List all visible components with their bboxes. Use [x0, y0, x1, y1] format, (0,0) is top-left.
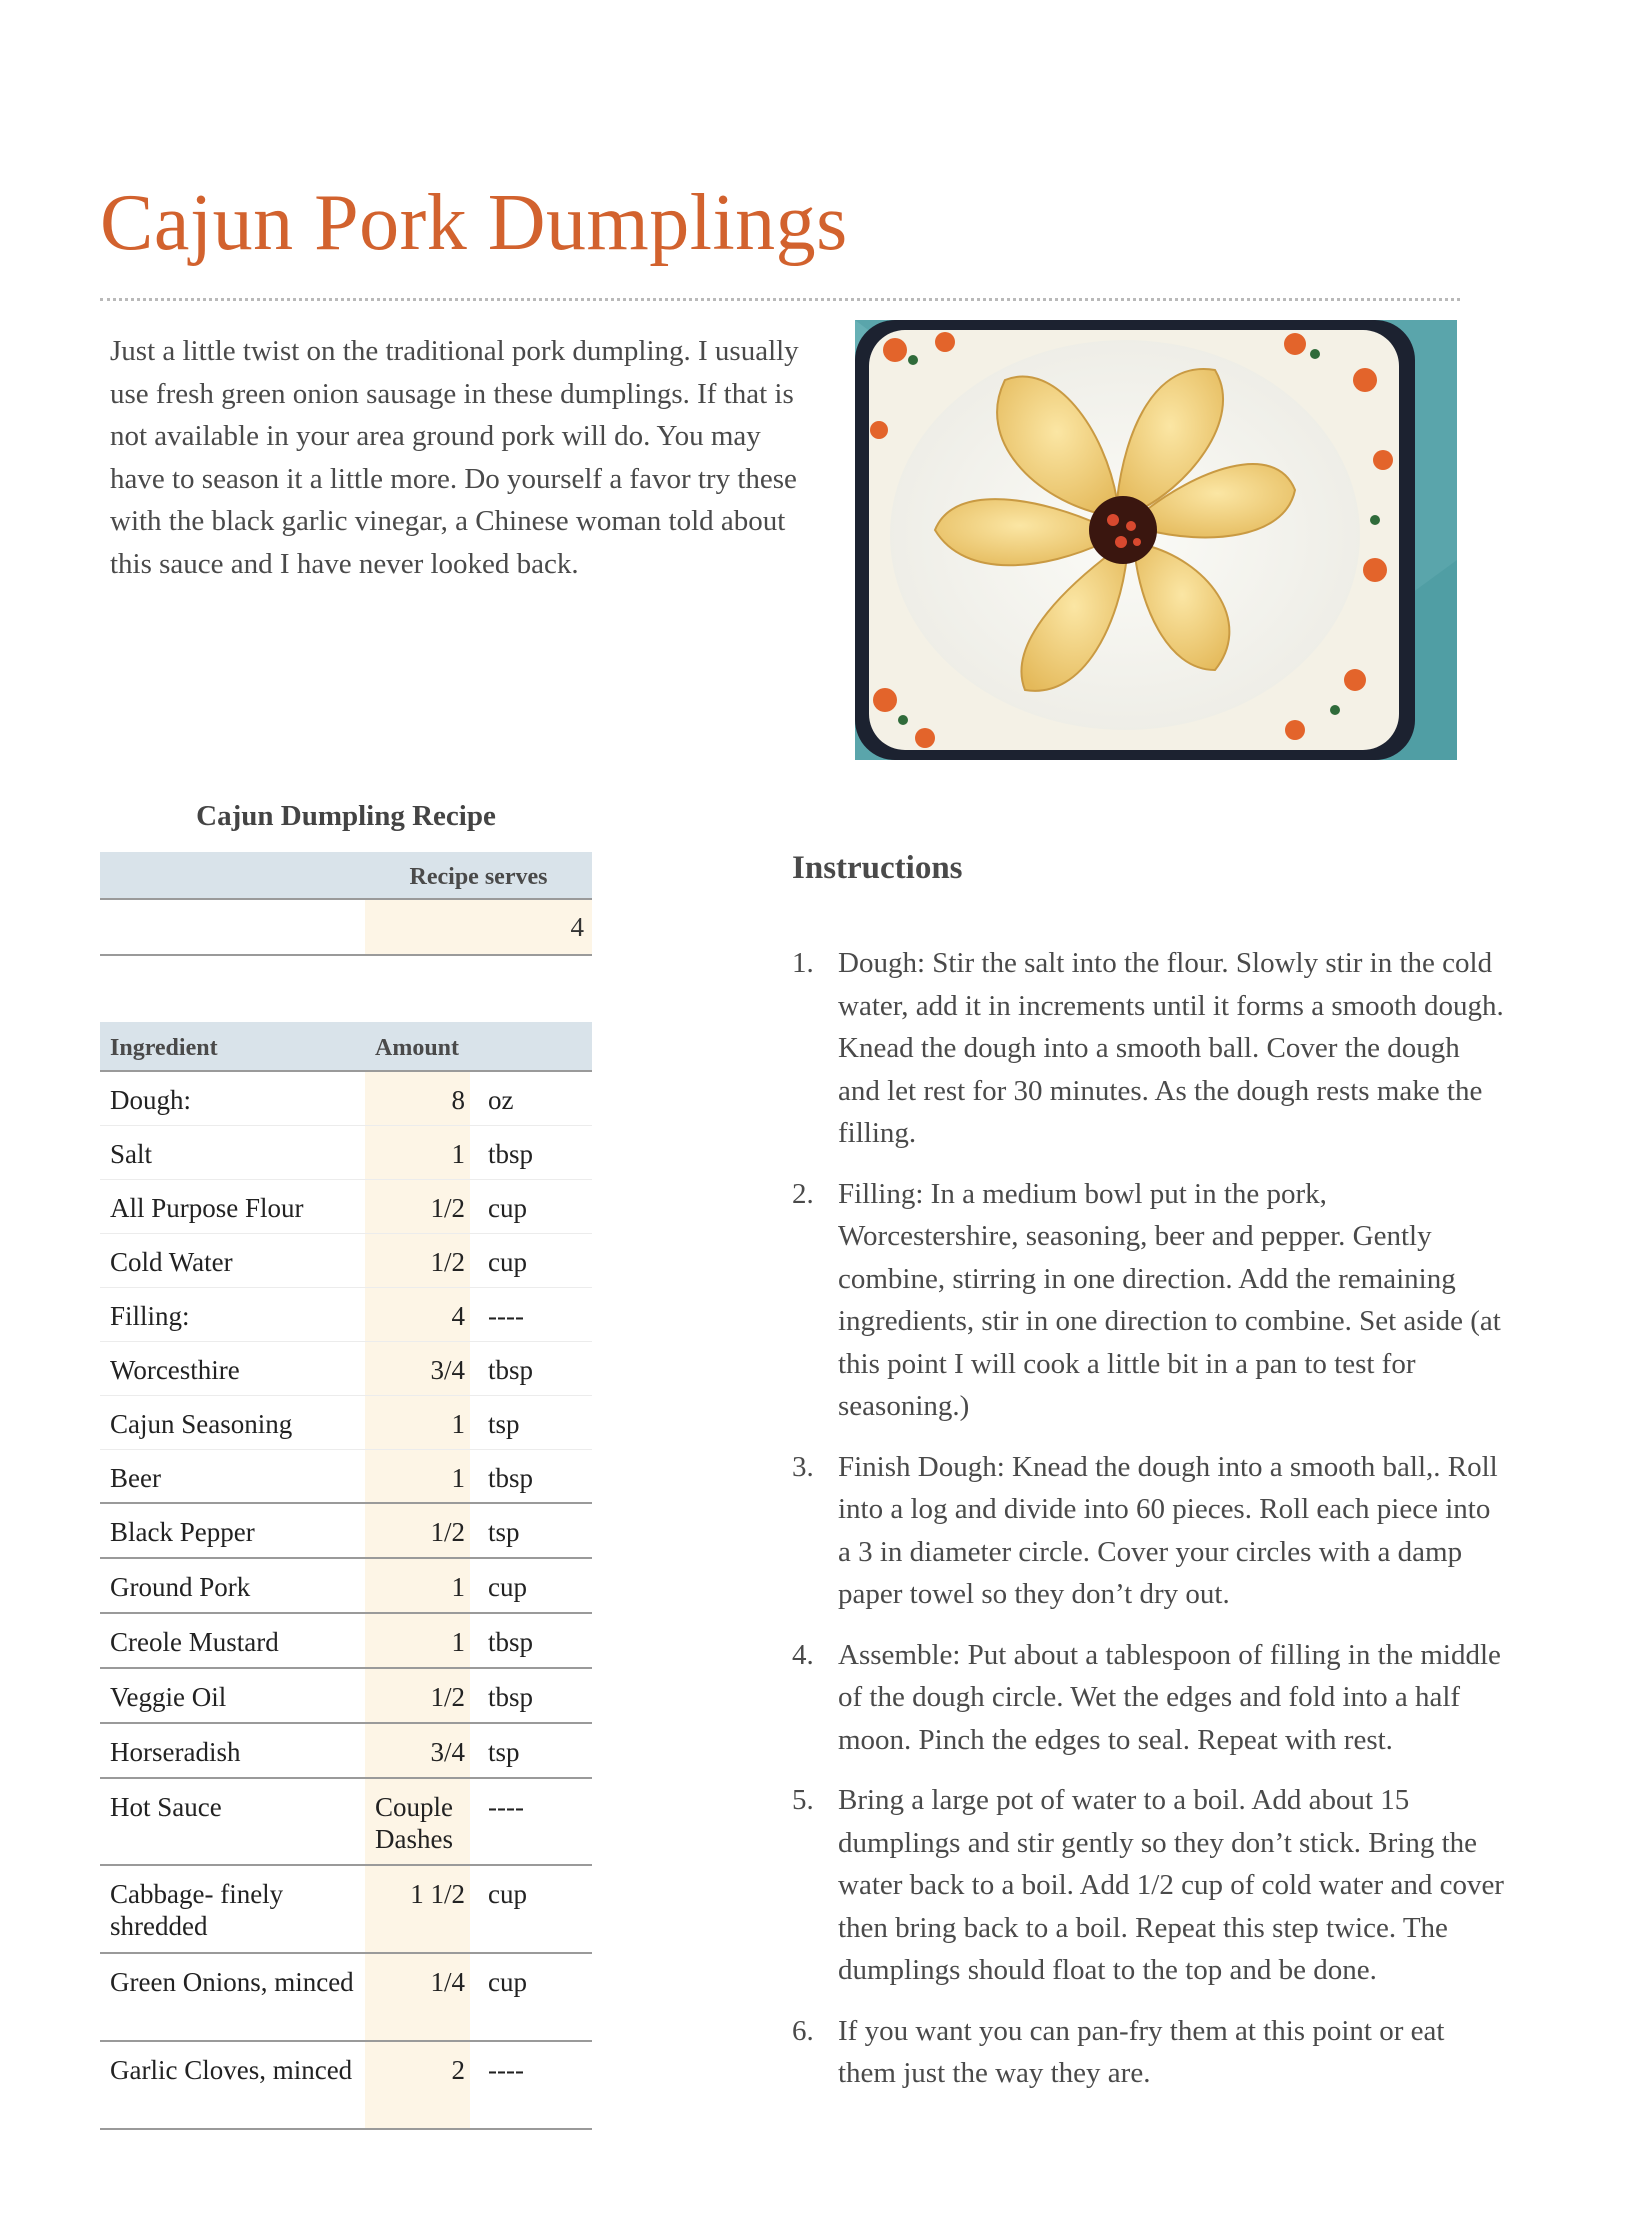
ingredient-name: Beer	[110, 1463, 161, 1493]
ingredient-amount: 1	[451, 1463, 465, 1493]
serves-value-cell	[365, 900, 592, 954]
ingredient-row	[100, 1954, 592, 2042]
instruction-step	[792, 1173, 1504, 1428]
intro-paragraph: Just a little twist on the traditional pork dumpling. I usually use fresh green onion sausage in these dumplings. If that is not available in your area ground pork will do. You may have to season it a little more. Do yourself a favor try these with the black garlic vinegar, a Chinese woman told about this sauce and I have never looked back.	[110, 335, 799, 580]
ingredient-row	[100, 1450, 592, 1504]
ingredient-unit: cup	[488, 1879, 527, 1909]
ingredient-name: All Purpose Flour	[110, 1193, 304, 1223]
ingredient-name: Cabbage- finely shredded	[110, 1879, 284, 1941]
ingredient-unit: tbsp	[488, 1682, 534, 1712]
ingredient-row	[100, 1504, 592, 1559]
step-text: Filling: In a medium bowl put in the pork, Worcestershire, seasoning, beer and pepper. Gently combine, stirring in one direction. Add the remaining ingredients, stir in one direction to combine. Set aside (at this point I will cook a little bit in a pan to test for seasoning.)	[838, 1177, 1501, 1422]
ingredients-header-row	[100, 1022, 592, 1072]
ingredient-amount: 2	[451, 2055, 465, 2085]
instruction-step	[792, 942, 1504, 1155]
ingredient-name: Creole Mustard	[110, 1627, 279, 1657]
ingredient-name: Worcesthire	[110, 1355, 240, 1385]
instruction-step	[792, 1446, 1504, 1616]
ingredient-row	[100, 1559, 592, 1614]
ingredient-row	[100, 1779, 592, 1866]
ingredient-row	[100, 1126, 592, 1180]
ingredient-amount: 3/4	[430, 1355, 465, 1385]
ingredient-row	[100, 1724, 592, 1779]
step-text: Assemble: Put about a tablespoon of filling in the middle of the dough circle. Wet the edges and fold into a half moon. Pinch the edges to seal. Repeat with rest.	[838, 1638, 1501, 1756]
ingredient-amount: 8	[451, 1085, 465, 1115]
ingredient-amount: 1/2	[430, 1247, 465, 1277]
instruction-step	[792, 2010, 1504, 2095]
ingredient-unit: cup	[488, 1193, 527, 1223]
ingredient-unit: tbsp	[488, 1627, 534, 1657]
ingredient-unit: cup	[488, 1247, 527, 1277]
step-text: Bring a large pot of water to a boil. Add about 15 dumplings and stir gently so they don’t stick. Bring the water back to a boil. Add 1/2 cup of cold water and cover then bring back to a boil. Repeat this step twice. The dumplings should float to the top and be done.	[838, 1784, 1504, 1986]
ingredients-table	[100, 1022, 592, 2130]
ingredient-amount: 1/2	[430, 1517, 465, 1547]
ingredient-amount: Couple Dashes	[375, 1792, 453, 1854]
ingredient-name: Cold Water	[110, 1247, 233, 1277]
ingredient-name: Dough:	[110, 1085, 191, 1115]
ingredient-row	[100, 1396, 592, 1450]
step-number: 4.	[792, 1638, 814, 1671]
step-number: 3.	[792, 1450, 814, 1483]
ingredient-unit: tbsp	[488, 1355, 534, 1385]
ingredient-name: Garlic Cloves, minced	[110, 2055, 353, 2085]
ingredient-amount: 1	[451, 1627, 465, 1657]
ingredient-row	[100, 1342, 592, 1396]
ingredient-unit: tsp	[488, 1737, 520, 1767]
ingredient-amount: 1/4	[430, 1967, 465, 1997]
dumplings-photo	[855, 320, 1457, 760]
ingredient-unit: cup	[488, 1967, 527, 1997]
step-text: Finish Dough: Knead the dough into a smooth ball,. Roll into a log and divide into 60 pieces. Roll each piece into a 3 in diameter circle. Cover your circles with a damp paper towel so they don’t dry out.	[838, 1450, 1498, 1610]
ingredient-unit: tbsp	[488, 1139, 534, 1169]
ingredient-unit: ----	[488, 1301, 524, 1331]
ingredient-unit: ----	[488, 1792, 524, 1822]
ingredient-unit: cup	[488, 1572, 527, 1602]
instruction-step	[792, 1779, 1504, 1992]
ingredient-name: Horseradish	[110, 1737, 241, 1767]
ingredient-unit: tsp	[488, 1517, 520, 1547]
ingredient-row	[100, 1288, 592, 1342]
serves-header-label: Recipe serves	[409, 864, 548, 890]
ingredient-name: Veggie Oil	[110, 1682, 227, 1712]
page-title: Cajun Pork Dumplings	[100, 179, 848, 267]
instructions-title: Instructions	[792, 850, 963, 886]
step-text: If you want you can pan-fry them at this point or eat them just the way they are.	[838, 2014, 1445, 2089]
amount-column-header: Amount	[375, 1035, 460, 1061]
ingredient-unit: ----	[488, 2055, 524, 2085]
ingredient-name: Salt	[110, 1139, 153, 1169]
ingredient-row	[100, 1669, 592, 1724]
serves-value-row	[100, 900, 592, 956]
ingredient-row	[100, 1180, 592, 1234]
ingredient-amount: 1/2	[430, 1193, 465, 1223]
ingredient-name: Filling:	[110, 1301, 190, 1331]
ingredient-unit: tsp	[488, 1409, 520, 1439]
instructions-list	[792, 942, 1504, 2113]
step-number: 2.	[792, 1177, 814, 1210]
ingredient-amount: 3/4	[430, 1737, 465, 1767]
ingredient-amount: 4	[451, 1301, 465, 1331]
ingredient-unit: tbsp	[488, 1463, 534, 1493]
ingredient-row	[100, 1614, 592, 1669]
ingredient-amount: 1	[451, 1409, 465, 1439]
ingredient-column-header: Ingredient	[110, 1035, 218, 1061]
ingredient-amount: 1	[451, 1572, 465, 1602]
step-number: 6.	[792, 2014, 814, 2047]
ingredient-row	[100, 1072, 592, 1126]
ingredient-amount: 1	[451, 1139, 465, 1169]
ingredient-row	[100, 1234, 592, 1288]
title-divider	[100, 298, 1460, 301]
ingredient-name: Cajun Seasoning	[110, 1409, 293, 1439]
step-number: 5.	[792, 1784, 814, 1816]
ingredient-name: Black Pepper	[110, 1517, 255, 1547]
ingredient-amount: 1 1/2	[410, 1879, 465, 1909]
serves-header-row	[100, 852, 592, 900]
step-number: 1.	[792, 947, 814, 979]
ingredient-row	[100, 1866, 592, 1954]
ingredient-amount: 1/2	[430, 1682, 465, 1712]
serves-value: 4	[570, 912, 584, 942]
ingredient-row	[100, 2042, 592, 2130]
step-text: Dough: Stir the salt into the flour. Slowly stir in the cold water, add it in increments until it forms a smooth dough. Knead the dough into a smooth ball. Cover the dough and let rest for 30 minutes. As the dough rests make the filling.	[838, 947, 1504, 1149]
ingredient-name: Ground Pork	[110, 1572, 251, 1602]
recipe-table-caption: Cajun Dumpling Recipe	[196, 800, 496, 832]
ingredient-name: Green Onions, minced	[110, 1967, 354, 1997]
ingredient-unit: oz	[488, 1085, 514, 1115]
serves-table	[100, 852, 592, 956]
ingredient-name: Hot Sauce	[110, 1792, 222, 1822]
instruction-step	[792, 1634, 1504, 1762]
